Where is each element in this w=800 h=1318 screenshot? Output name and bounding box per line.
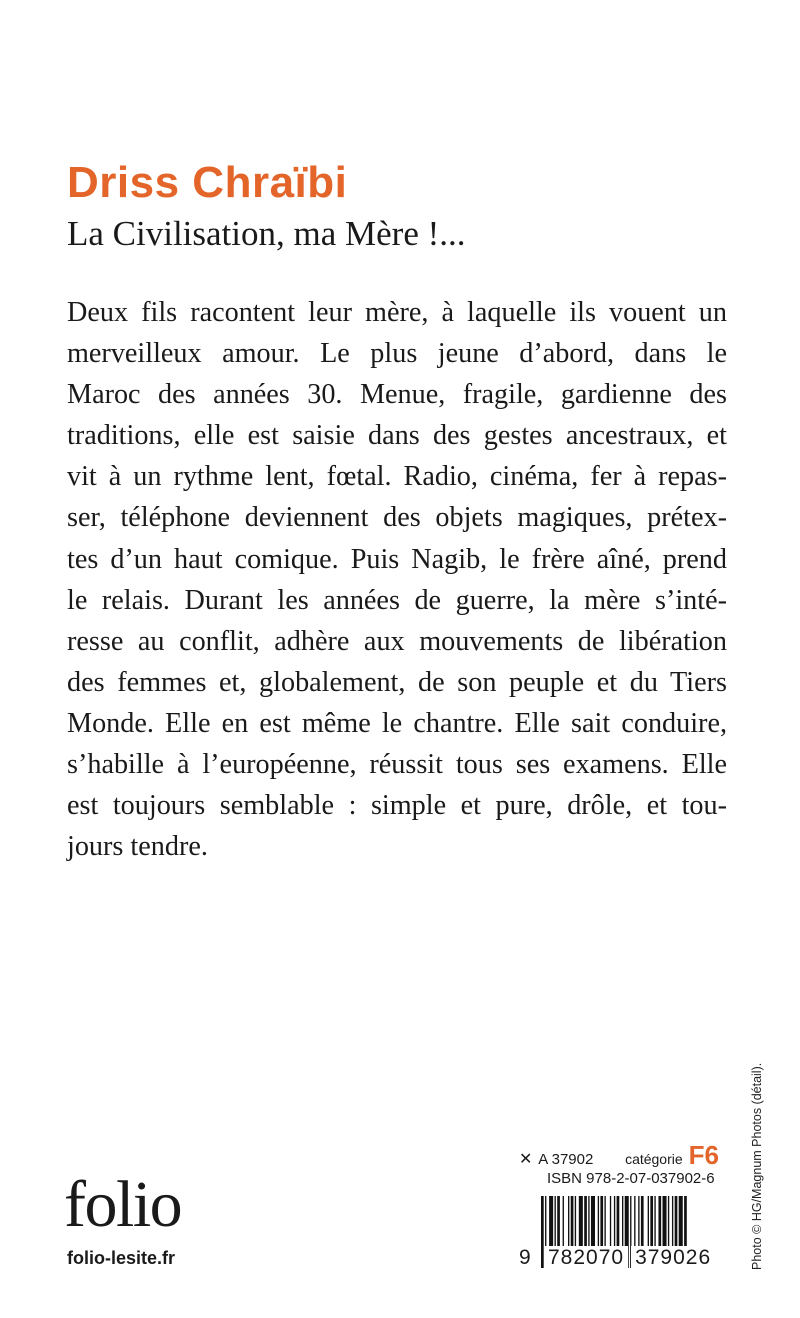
isbn-number: ISBN 978-2-07-037902-6	[547, 1170, 715, 1187]
barcode-digits	[519, 1246, 724, 1270]
blurb-line: tes d’un haut comique. Puis Nagib, le frère aîné, prend	[67, 543, 727, 575]
blurb-line: est toujours semblable : simple et pure, drôle, et tou-	[67, 790, 727, 822]
barcode-group-1: 782070	[544, 1246, 628, 1270]
blurb-line: traditions, elle est saisie dans des gestes ancestraux, et	[67, 420, 727, 452]
blurb-line: Deux fils racontent leur mère, à laquelle ils vouent un	[67, 297, 727, 328]
publisher-website: folio-lesite.fr	[67, 1248, 176, 1268]
blurb-line: resse au conflit, adhère aux mouvements de libération	[67, 625, 727, 657]
barcode-group-2: 379026	[631, 1246, 715, 1270]
catalog-code: A 37902	[538, 1151, 594, 1168]
blurb-line: s’habille à l’européenne, réussit tous ses examens. Elle	[67, 749, 727, 781]
blurb-line: le relais. Durant les années de guerre, la mère s’inté-	[67, 584, 727, 616]
blurb-line: Monde. Elle en est même le chantre. Elle sait conduire,	[67, 707, 727, 739]
back-cover-blurb	[67, 292, 727, 867]
blurb-line: Maroc des années 30. Menue, fragile, gardienne des	[67, 379, 727, 411]
folio-logo: folio	[64, 1168, 182, 1241]
blurb-line: merveilleux amour. Le plus jeune d’abord, dans le	[67, 338, 727, 370]
blurb-line: ser, téléphone deviennent des objets magiques, prétex-	[67, 502, 727, 534]
gallimard-emblem-icon: ✕	[519, 1151, 533, 1168]
author-name: Driss Chraïbi	[67, 158, 348, 207]
catalog-info	[519, 1140, 719, 1200]
book-title: La Civilisation, ma Mère !...	[67, 214, 466, 253]
barcode-first-digit: 9	[519, 1246, 531, 1269]
category-value: F6	[688, 1140, 719, 1170]
photo-credit: Photo © HG/Magnum Photos (détail).	[750, 1062, 764, 1270]
blurb-line: des femmes et, globalement, de son peuple et du Tiers	[67, 666, 727, 698]
category-label: catégorie	[625, 1151, 683, 1167]
blurb-line: vit à un rythme lent, fœtal. Radio, cinéma, fer à repas-	[67, 461, 727, 493]
blurb-line: jours tendre.	[67, 831, 208, 863]
